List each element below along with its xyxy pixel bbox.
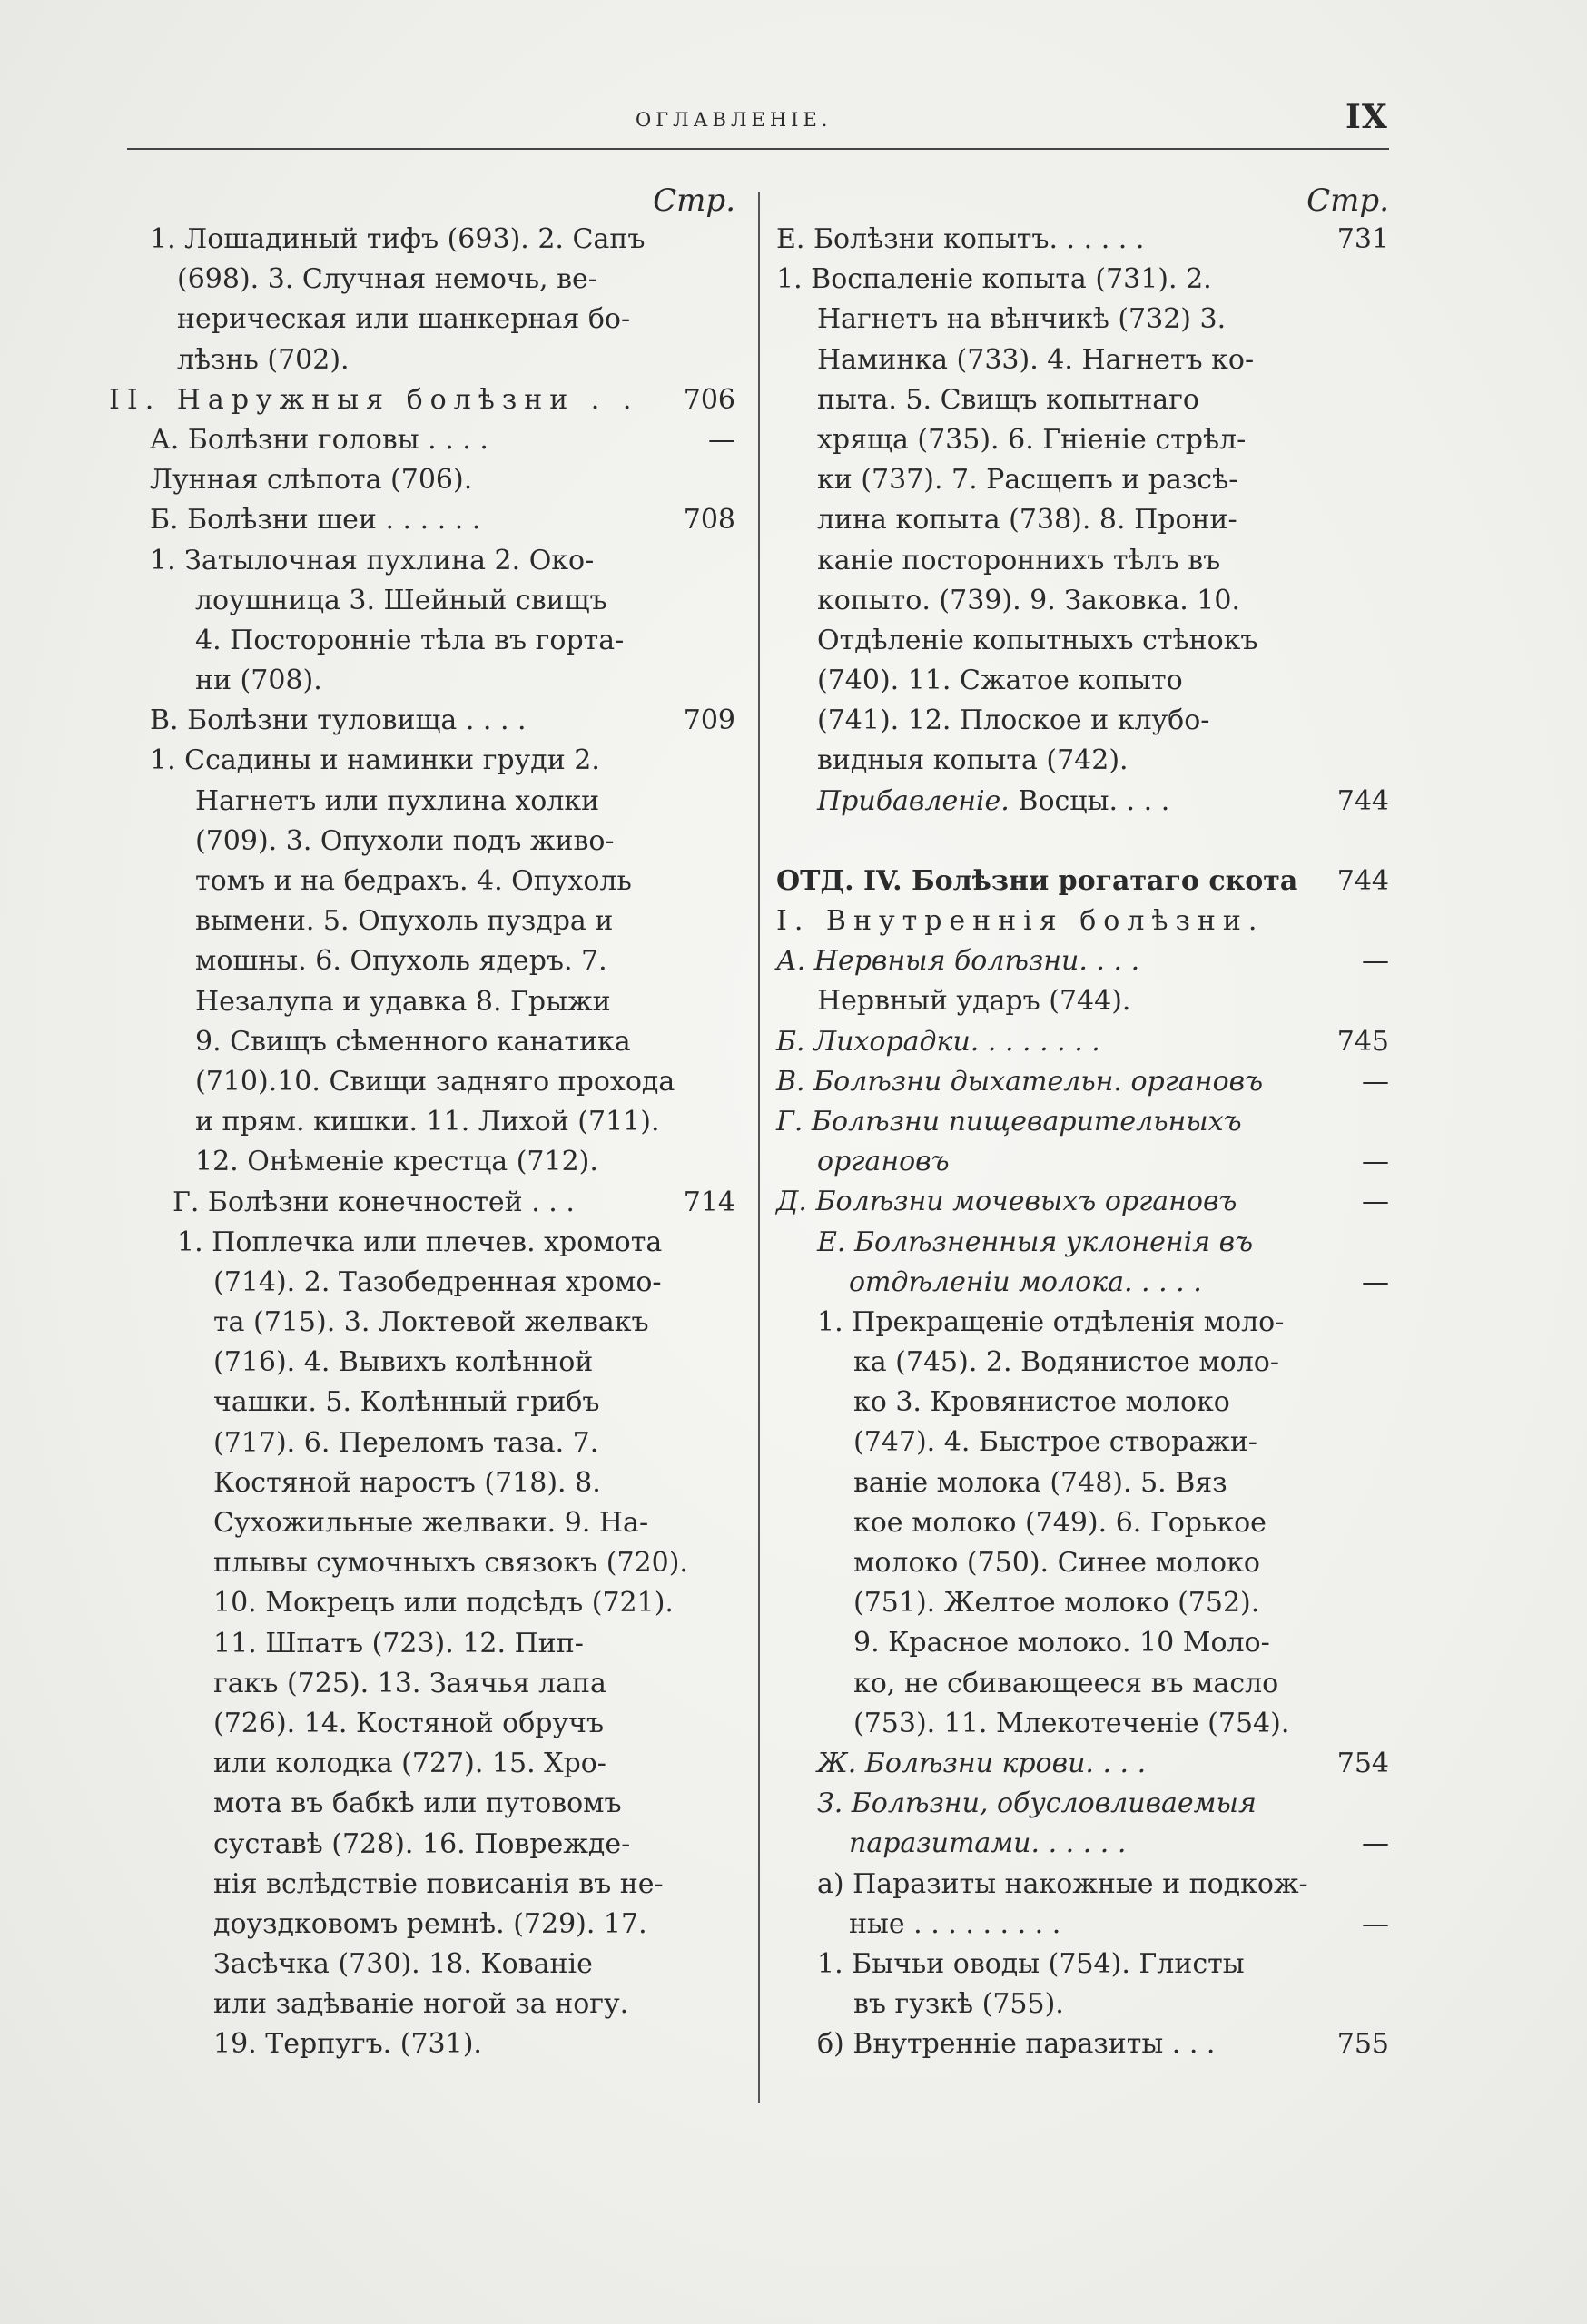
toc-line — [109, 741, 735, 781]
column-divider — [758, 192, 760, 2103]
toc-line — [109, 1102, 735, 1142]
toc-entry-text: (740). 11. Сжатое копыто — [817, 665, 1183, 697]
toc-page-number: 709 — [683, 704, 735, 737]
toc-entry-text: Прибавленіе. Восцы. . . . — [817, 784, 1170, 817]
toc-page-number: — — [1362, 1265, 1389, 1298]
toc-entry-text: (698). 3. Случная немочь, ве- — [177, 263, 597, 296]
toc-entry-text: вымени. 5. Опухоль пуздра и — [195, 905, 614, 938]
toc-line — [776, 1865, 1389, 1905]
toc-line — [109, 1784, 735, 1824]
toc-entry-text: чашки. 5. Колѣнный грибъ — [213, 1386, 600, 1419]
toc-line — [776, 1664, 1389, 1704]
toc-entry-text: лина копыта (738). 8. Прони- — [817, 504, 1237, 537]
toc-entry-text: лоушница 3. Шейный свищъ — [195, 584, 607, 616]
toc-line — [109, 300, 735, 340]
toc-entry-text: 1. Лошадиный тифъ (693). 2. Сапъ — [150, 223, 646, 255]
toc-entry-text: или колодка (727). 15. Хро- — [213, 1748, 606, 1780]
toc-entry-text: ОТД. IV. Болѣзни рогатаго скота — [776, 864, 1298, 897]
toc-entry-text: Е. Болѣзни копытъ. . . . . . — [776, 223, 1145, 255]
toc-entry-text: доуздковомъ ремнѣ. (729). 17. — [213, 1907, 647, 1940]
toc-entry-text: Д. Болѣзни мочевыхъ органовъ — [776, 1186, 1237, 1218]
toc-entry-text: хряща (735). 6. Гніеніе стрѣл- — [817, 423, 1247, 456]
toc-entry-text: В. Болѣзни дыхательн. органовъ — [776, 1065, 1264, 1098]
toc-entry-text: ни (708). — [195, 665, 322, 697]
toc-page-number: — — [1362, 1827, 1389, 1860]
toc-entry-text: мота въ бабкѣ или путовомъ — [213, 1787, 622, 1820]
toc-entry-text: 1. Бычьи оводы (754). Глисты — [817, 1947, 1245, 1980]
toc-entry-text: кое молоко (749). 6. Горькое — [853, 1506, 1267, 1539]
toc-line — [109, 782, 735, 822]
toc-entry-text: та (715). 3. Локтевой желвакъ — [213, 1306, 649, 1339]
toc-line — [109, 1503, 735, 1543]
toc-entry-text: А. Болѣзни головы . . . . — [150, 423, 488, 456]
toc-page-number: 708 — [683, 504, 735, 537]
toc-line — [776, 1423, 1389, 1462]
toc-line — [776, 1824, 1389, 1864]
toc-entry-text: Е. Болѣзненныя уклоненія въ — [817, 1226, 1254, 1258]
toc-page-number: 744 — [1336, 784, 1389, 817]
toc-line — [776, 541, 1389, 581]
toc-line — [776, 1102, 1389, 1142]
toc-line — [776, 741, 1389, 781]
toc-line — [776, 1905, 1389, 1945]
toc-entry-text: видныя копыта (742). — [817, 744, 1129, 777]
toc-line — [776, 220, 1389, 260]
toc-entry-text: 1. Затылочная пухлина 2. Око- — [150, 544, 595, 576]
toc-line — [109, 220, 735, 260]
toc-line — [776, 1583, 1389, 1623]
toc-page-number: — — [1362, 1907, 1389, 1940]
toc-entry-text: (717). 6. Переломъ таза. 7. — [213, 1426, 599, 1459]
toc-entry-text: (716). 4. Вывихъ колѣнной — [213, 1346, 594, 1379]
toc-entry-text: 1. Воспаленіе копыта (731). 2. — [776, 263, 1212, 296]
toc-entry-text: Б. Болѣзни шеи . . . . . . — [150, 504, 481, 537]
toc-entry-text: пыта. 5. Свищъ копытнаго — [817, 383, 1199, 416]
toc-page-number: 714 — [683, 1186, 735, 1218]
toc-page-number: 754 — [1336, 1747, 1389, 1779]
toc-entry-text: гакъ (725). 13. Заячья лапа — [213, 1667, 606, 1699]
toc-page-number: 731 — [1336, 223, 1389, 255]
toc-line — [109, 1062, 735, 1102]
toc-entry-text: мошны. 6. Опухоль ядеръ. 7. — [195, 945, 607, 978]
toc-line — [776, 981, 1389, 1021]
toc-line — [776, 1463, 1389, 1503]
toc-entry-text: копыто. (739). 9. Заковка. 10. — [817, 584, 1241, 616]
toc-line — [109, 661, 735, 701]
toc-line — [109, 1984, 735, 2024]
page-column-label: Стр. — [653, 182, 735, 219]
toc-entry-text: ки (737). 7. Расщепъ и разсѣ- — [817, 464, 1238, 497]
toc-line — [109, 1383, 735, 1423]
toc-entry-text: Сухожильные желваки. 9. На- — [213, 1507, 649, 1539]
toc-entry-text: (741). 12. Плоское и клубо- — [817, 704, 1210, 737]
toc-entry-text: Б. Лихорадки. . . . . . . . — [776, 1025, 1100, 1058]
toc-line — [109, 1463, 735, 1503]
toc-line — [776, 621, 1389, 661]
toc-line — [109, 1905, 735, 1945]
toc-line — [776, 1503, 1389, 1543]
toc-entry-text: 12. Онѣменіе крестца (712). — [195, 1146, 598, 1178]
toc-line — [109, 701, 735, 741]
toc-line — [776, 1022, 1389, 1062]
toc-line — [109, 1183, 735, 1223]
toc-page-number: 706 — [683, 383, 735, 416]
toc-entry-text: или задѣваніе ногой за ногу. — [213, 1988, 629, 2021]
toc-entry-text: 11. Шпатъ (723). 12. Пип- — [213, 1627, 584, 1659]
toc-line — [109, 1263, 735, 1303]
toc-page-number: 755 — [1336, 2028, 1389, 2061]
toc-line — [109, 1624, 735, 1664]
toc-entry-text: ко 3. Кровянистое молоко — [853, 1386, 1230, 1419]
toc-line — [776, 2024, 1389, 2064]
toc-line — [109, 260, 735, 300]
toc-entry-text: Нагнетъ на вѣнчикѣ (732) 3. — [817, 303, 1227, 336]
toc-entry-text: 1. Прекращеніе отдѣленія моло- — [817, 1305, 1285, 1338]
toc-entry-text: 1. Ссадины и наминки груди 2. — [150, 744, 600, 777]
toc-entry-text: Ж. Болѣзни крови. . . . — [817, 1747, 1147, 1779]
toc-line — [776, 1263, 1389, 1303]
toc-line — [109, 822, 735, 862]
toc-line — [776, 300, 1389, 340]
toc-line — [776, 380, 1389, 420]
toc-line — [776, 340, 1389, 380]
toc-entry-text: II. Наружныя болѣзни . . — [109, 383, 639, 416]
toc-entry-text: 1. Поплечка или плечев. хромота — [177, 1226, 663, 1258]
toc-page-number: 744 — [1336, 864, 1389, 897]
toc-line — [109, 1825, 735, 1865]
toc-line — [109, 541, 735, 581]
toc-entry-text: Незалупа и удавка 8. Грыжи — [195, 985, 611, 1018]
toc-line — [776, 1744, 1389, 1784]
toc-line — [109, 1423, 735, 1463]
toc-line — [776, 460, 1389, 500]
toc-entry-text: лѣзнь (702). — [177, 343, 350, 376]
toc-line — [776, 661, 1389, 701]
toc-line — [109, 1543, 735, 1583]
toc-line — [109, 1945, 735, 1984]
toc-entry-text: Отдѣленіе копытныхъ стѣнокъ — [817, 624, 1258, 656]
toc-line — [109, 1664, 735, 1704]
toc-entry-text: I. Внутреннія болѣзни. — [776, 905, 1265, 937]
toc-line — [109, 1744, 735, 1784]
toc-entry-text: 10. Мокрецъ или подсѣдъ (721). — [213, 1587, 674, 1620]
toc-entry-text: Г. Болѣзни пищеварительныхъ — [776, 1105, 1242, 1137]
toc-entry-text: нерическая или шанкерная бо- — [177, 303, 631, 336]
toc-line — [776, 1543, 1389, 1583]
toc-line — [109, 500, 735, 540]
toc-page-number: 745 — [1336, 1025, 1389, 1058]
toc-entry-text: суставѣ (728). 16. Поврежде- — [213, 1827, 631, 1860]
toc-line — [109, 340, 735, 380]
page-column-label: Стр. — [1306, 182, 1389, 219]
toc-line — [109, 380, 735, 420]
toc-line — [776, 500, 1389, 540]
toc-entry-text: ко, не сбивающееся въ масло — [853, 1667, 1279, 1699]
toc-line — [109, 1303, 735, 1343]
toc-page-number: — — [1362, 1146, 1389, 1178]
toc-column-left — [109, 182, 735, 2065]
toc-entry-text: В. Болѣзни туловища . . . . — [150, 704, 527, 737]
toc-entry-text: (726). 14. Костяной обручъ — [213, 1707, 605, 1739]
toc-line — [776, 941, 1389, 981]
toc-entry-text: (747). 4. Быстрое створажи- — [853, 1426, 1257, 1459]
toc-line — [776, 1142, 1389, 1182]
toc-entry-text: А. Нервныя болѣзни. . . . — [776, 945, 1140, 978]
toc-entry-text: (714). 2. Тазобедренная хромо- — [213, 1265, 662, 1298]
toc-line — [776, 901, 1389, 941]
toc-line — [776, 1945, 1389, 1984]
toc-entry-text: (709). 3. Опухоли подъ живо- — [195, 824, 615, 857]
toc-entry-text: ные . . . . . . . . . — [849, 1907, 1061, 1940]
toc-entry-text: 19. Терпугъ. (731). — [213, 2028, 482, 2061]
toc-entry-text: каніе постороннихъ тѣлъ въ — [817, 544, 1221, 576]
toc-line — [776, 1984, 1389, 2024]
toc-line — [109, 1704, 735, 1744]
toc-entry-text: б) Внутренніе паразиты . . . — [817, 2028, 1216, 2061]
toc-line — [776, 581, 1389, 621]
toc-line — [776, 862, 1389, 901]
toc-line — [109, 901, 735, 941]
toc-column-right — [776, 182, 1389, 2064]
toc-entry-text: З. Болѣзни, обусловливаемыя — [817, 1787, 1257, 1820]
toc-line — [109, 982, 735, 1022]
toc-line — [109, 1022, 735, 1062]
page-number: IX — [1346, 98, 1388, 136]
toc-line — [776, 1182, 1389, 1222]
toc-entry-text: Нервный ударъ (744). — [817, 985, 1131, 1018]
toc-line — [776, 1784, 1389, 1824]
toc-line — [776, 1383, 1389, 1423]
toc-line — [776, 782, 1389, 822]
toc-page-number: — — [1362, 1186, 1389, 1218]
toc-entry-text: 9. Свищъ сѣменного канатика — [195, 1025, 631, 1058]
toc-line — [776, 260, 1389, 300]
toc-line — [109, 420, 735, 460]
toc-entry-text: (753). 11. Млекотеченіе (754). — [853, 1707, 1290, 1739]
toc-entry-text: (710).10. Свищи задняго прохода — [195, 1065, 675, 1098]
toc-line — [776, 1704, 1389, 1744]
toc-line — [109, 941, 735, 981]
toc-entry-text: ка (745). 2. Водянистое моло- — [853, 1346, 1279, 1379]
toc-entry-text: паразитами. . . . . . — [849, 1827, 1127, 1860]
toc-entry-text: въ гузкѣ (755). — [853, 1988, 1064, 2021]
toc-entry-text: (751). Желтое молоко (752). — [853, 1587, 1260, 1620]
toc-entry-text: отдѣленіи молока. . . . . — [849, 1265, 1202, 1298]
toc-line — [109, 1865, 735, 1905]
toc-line — [109, 621, 735, 661]
toc-entry-text: плывы сумочныхъ связокъ (720). — [213, 1547, 688, 1580]
toc-entry-text: Нагнетъ или пухлина холки — [195, 784, 600, 817]
toc-line — [109, 862, 735, 901]
toc-line — [109, 581, 735, 621]
toc-line — [109, 1343, 735, 1383]
toc-entry-text: а) Паразиты накожные и подкож- — [817, 1867, 1308, 1900]
toc-entry-text: 4. Посторонніе тѣла въ горта- — [195, 624, 625, 656]
toc-line — [776, 1062, 1389, 1102]
toc-entry-text: нія вслѣдствіе повисанія въ не- — [213, 1867, 664, 1900]
toc-page-number: — — [1362, 1065, 1389, 1098]
toc-line — [776, 1343, 1389, 1383]
toc-line — [776, 1303, 1389, 1343]
toc-entry-text: 9. Красное молоко. 10 Моло- — [853, 1627, 1270, 1659]
toc-page-number: — — [1362, 945, 1389, 978]
toc-line — [109, 1583, 735, 1623]
toc-entry-text: Костяной наростъ (718). 8. — [213, 1466, 601, 1499]
toc-line — [109, 1142, 735, 1182]
toc-line — [109, 2024, 735, 2064]
toc-entry-text: Наминка (733). 4. Нагнетъ ко- — [817, 343, 1255, 376]
toc-entry-text: Г. Болѣзни конечностей . . . — [172, 1186, 575, 1218]
toc-line — [109, 460, 735, 500]
toc-line — [776, 701, 1389, 741]
running-head: ОГЛАВЛЕНІЕ. — [636, 109, 833, 131]
header-rule — [127, 148, 1389, 150]
toc-entry-text: молоко (750). Синее молоко — [853, 1547, 1260, 1579]
toc-line — [109, 1223, 735, 1263]
toc-entry-text: Засѣчка (730). 18. Кованіе — [213, 1948, 593, 1981]
toc-page-number: — — [708, 423, 735, 456]
toc-entry-text: томъ и на бедрахъ. 4. Опухоль — [195, 865, 632, 897]
toc-entry-text: Лунная слѣпота (706). — [150, 464, 473, 497]
toc-line — [776, 420, 1389, 460]
toc-entry-text: органовъ — [817, 1146, 950, 1178]
toc-entry-text: ваніе молока (748). 5. Вяз — [853, 1466, 1227, 1499]
toc-entry-text: и прям. кишки. 11. Лихой (711). — [195, 1106, 660, 1138]
toc-line — [776, 1623, 1389, 1663]
toc-line — [776, 1223, 1389, 1263]
